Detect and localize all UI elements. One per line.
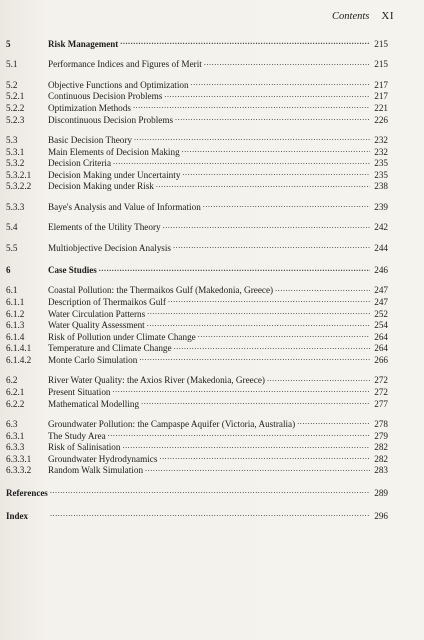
- toc-entry-title: References: [6, 487, 48, 498]
- toc-entry: [6, 464, 388, 476]
- toc-entry: [6, 386, 388, 398]
- toc-entry-number: 5.3.2.2: [6, 181, 32, 192]
- toc-entry-page: 239: [374, 201, 388, 212]
- toc-entry: [6, 114, 388, 126]
- toc-entry: [6, 79, 388, 91]
- toc-entry-title: Water Quality Assessment: [48, 320, 145, 331]
- dot-leader: [168, 296, 370, 305]
- toc-entry-number: 6.1.3: [6, 320, 25, 331]
- toc-entry: [6, 134, 388, 146]
- toc-entry-page: 282: [374, 442, 388, 453]
- toc-entry-number: 6.3.3.1: [6, 453, 32, 464]
- toc-entry-title: Description of Thermaikos Gulf: [48, 297, 166, 308]
- toc-entry: [6, 453, 388, 465]
- toc-entry: [6, 169, 388, 181]
- toc-entry-page: 289: [374, 487, 388, 498]
- dot-leader: [147, 308, 370, 317]
- dot-leader: [156, 180, 370, 189]
- toc-entry-number: 5.2: [6, 79, 18, 90]
- toc-entry-page: 264: [374, 331, 388, 342]
- toc-entry-page: 217: [374, 91, 388, 102]
- toc-entry-title: Risk of Pollution under Climate Change: [48, 331, 196, 342]
- dot-leader: [173, 242, 370, 251]
- dot-leader: [113, 386, 370, 395]
- toc-entry-title: Random Walk Simulation: [48, 465, 144, 476]
- toc-entry-number: 6.2: [6, 375, 18, 386]
- toc-entry-page: 235: [374, 158, 388, 169]
- toc-entry: [6, 157, 388, 169]
- toc-entry: [6, 342, 388, 354]
- toc-entry-page: 215: [374, 59, 388, 70]
- toc-entry-page: 272: [374, 375, 388, 386]
- dot-leader: [141, 398, 370, 407]
- toc-entry-page: 246: [374, 265, 388, 276]
- table-of-contents: [6, 38, 388, 521]
- dot-leader: [99, 264, 370, 273]
- toc-entry-title: Performance Indices and Figures of Merit: [48, 59, 202, 70]
- toc-entry-page: 278: [374, 419, 388, 430]
- toc-chapter-entry: [6, 264, 388, 276]
- toc-entry-number: 5.3.2.1: [6, 169, 32, 180]
- toc-entry: [6, 487, 388, 499]
- toc-entry-title: Groundwater Hydrodynamics: [48, 453, 158, 464]
- dot-leader: [50, 510, 370, 519]
- toc-entry-number: 5: [6, 39, 11, 49]
- dot-leader: [139, 354, 370, 363]
- toc-entry: [6, 90, 388, 102]
- toc-entry: [6, 296, 388, 308]
- toc-entry-page: 252: [374, 308, 388, 319]
- dot-leader: [204, 58, 370, 67]
- toc-entry-number: 5.5: [6, 242, 18, 253]
- toc-chapter-entry: [6, 38, 388, 50]
- toc-entry-number: 6.3.1: [6, 430, 25, 441]
- toc-entry-title: Risk Management: [48, 39, 119, 49]
- toc-entry: [6, 398, 388, 410]
- toc-entry-page: 247: [374, 297, 388, 308]
- page-folio: XI: [381, 10, 394, 22]
- toc-entry-number: 5.3.1: [6, 146, 25, 157]
- toc-entry-page: 215: [374, 39, 388, 49]
- toc-entry: [6, 146, 388, 158]
- toc-entry-number: 5.3: [6, 134, 18, 145]
- toc-entry-number: 6: [6, 265, 11, 276]
- toc-entry-page: 232: [374, 134, 388, 145]
- toc-entry-title: Discontinuous Decision Problems: [48, 114, 174, 125]
- toc-entry: [6, 441, 388, 453]
- toc-entry-page: 296: [374, 510, 388, 521]
- toc-entry-number: 6.1: [6, 285, 18, 296]
- toc-entry-number: 6.1.4: [6, 331, 25, 342]
- toc-entry-title: Index: [6, 510, 29, 521]
- toc-entry-title: Elements of the Utility Theory: [48, 222, 161, 233]
- dot-leader: [198, 331, 370, 340]
- toc-entry-title: Decision Making under Risk: [48, 181, 154, 192]
- toc-entry-page: 272: [374, 387, 388, 398]
- toc-entry-page: 254: [374, 320, 388, 331]
- toc-entry-number: 6.1.4.1: [6, 343, 32, 354]
- toc-entry-number: 5.3.2: [6, 158, 25, 169]
- toc-entry-page: 217: [374, 79, 388, 90]
- toc-entry: [6, 308, 388, 320]
- toc-entry-page: 242: [374, 222, 388, 233]
- toc-entry-title: Multiobjective Decision Analysis: [48, 242, 171, 253]
- toc-entry-title: Main Elements of Decision Making: [48, 146, 180, 157]
- toc-entry-number: 6.1.2: [6, 308, 25, 319]
- running-title: Contents: [332, 11, 370, 22]
- dot-leader: [275, 284, 370, 293]
- dot-leader: [120, 38, 370, 47]
- dot-leader: [122, 441, 370, 450]
- toc-entry-title: Decision Making under Uncertainty: [48, 169, 181, 180]
- toc-entry-page: 238: [374, 181, 388, 192]
- toc-entry-number: 5.2.1: [6, 91, 25, 102]
- dot-leader: [182, 146, 370, 155]
- dot-leader: [133, 102, 370, 111]
- toc-entry: [6, 354, 388, 366]
- toc-entry-number: 5.3.3: [6, 201, 25, 212]
- toc-entry-number: 5.2.3: [6, 114, 25, 125]
- toc-entry: [6, 331, 388, 343]
- toc-entry-title: Case Studies: [48, 265, 97, 276]
- dot-leader: [203, 201, 370, 210]
- toc-entry-page: 279: [374, 430, 388, 441]
- toc-entry: [6, 221, 388, 233]
- dot-leader: [174, 342, 370, 351]
- dot-leader: [134, 134, 370, 143]
- toc-entry-title: The Study Area: [48, 430, 106, 441]
- toc-entry-number: 6.2.2: [6, 398, 25, 409]
- toc-entry-title: Present Situation: [48, 387, 111, 398]
- toc-entry-page: 232: [374, 146, 388, 157]
- toc-entry: [6, 201, 388, 213]
- toc-entry: [6, 418, 388, 430]
- toc-entry: [6, 180, 388, 192]
- toc-entry-title: Risk of Salinisation: [48, 442, 121, 453]
- toc-entry-page: 277: [374, 398, 388, 409]
- toc-entry: [6, 58, 388, 70]
- toc-entry: [6, 102, 388, 114]
- dot-leader: [297, 418, 370, 427]
- toc-entry-page: 283: [374, 465, 388, 476]
- toc-entry-page: 244: [374, 242, 388, 253]
- toc-entry-title: Decision Criteria: [48, 158, 112, 169]
- toc-entry-page: 235: [374, 169, 388, 180]
- toc-entry-title: Objective Functions and Optimization: [48, 79, 189, 90]
- toc-entry-title: Mathematical Modelling: [48, 398, 140, 409]
- toc-entry-page: 226: [374, 114, 388, 125]
- toc-entry-title: Monte Carlo Simulation: [48, 355, 138, 366]
- toc-entry-title: Groundwater Pollution: the Campaspe Aquifer (Victoria, Australia): [48, 419, 296, 430]
- toc-entry: [6, 430, 388, 442]
- dot-leader: [175, 114, 370, 123]
- toc-entry-title: Baye's Analysis and Value of Information: [48, 201, 201, 212]
- toc-entry-number: 5.4: [6, 222, 18, 233]
- toc-entry-title: Basic Decision Theory: [48, 134, 133, 145]
- toc-entry-page: 282: [374, 453, 388, 464]
- dot-leader: [163, 221, 370, 230]
- dot-leader: [145, 464, 370, 473]
- toc-entry-title: Water Circulation Patterns: [48, 308, 146, 319]
- toc-entry-title: Temperature and Climate Change: [48, 343, 172, 354]
- toc-entry-number: 5.1: [6, 59, 18, 70]
- toc-entry: [6, 242, 388, 254]
- toc-entry-number: 6.1.4.2: [6, 355, 32, 366]
- dot-leader: [159, 453, 370, 462]
- toc-entry-number: 6.3.3.2: [6, 465, 32, 476]
- toc-entry-title: Coastal Pollution: the Thermaikos Gulf (Makedonia, Greece): [48, 285, 274, 296]
- toc-entry-page: 221: [374, 102, 388, 113]
- dot-leader: [182, 169, 370, 178]
- dot-leader: [108, 430, 370, 439]
- toc-entry: [6, 319, 388, 331]
- toc-entry-title: River Water Quality: the Axios River (Makedonia, Greece): [48, 375, 265, 386]
- dot-leader: [113, 157, 370, 166]
- toc-entry-title: Continuous Decision Problems: [48, 91, 163, 102]
- toc-entry-page: 247: [374, 285, 388, 296]
- running-header: [332, 10, 394, 22]
- toc-entry: [6, 374, 388, 386]
- dot-leader: [50, 487, 370, 496]
- dot-leader: [164, 90, 370, 99]
- toc-entry-number: 6.3.3: [6, 442, 25, 453]
- dot-leader: [267, 374, 370, 383]
- toc-entry-title: Optimization Methods: [48, 102, 131, 113]
- dot-leader: [147, 319, 370, 328]
- toc-entry: [6, 510, 388, 522]
- toc-entry-number: 6.3: [6, 419, 18, 430]
- toc-entry-number: 6.1.1: [6, 297, 25, 308]
- dot-leader: [191, 79, 370, 88]
- toc-entry: [6, 284, 388, 296]
- toc-entry-number: 5.2.2: [6, 102, 25, 113]
- toc-entry-number: 6.2.1: [6, 387, 25, 398]
- toc-entry-page: 266: [374, 355, 388, 366]
- toc-entry-page: 264: [374, 343, 388, 354]
